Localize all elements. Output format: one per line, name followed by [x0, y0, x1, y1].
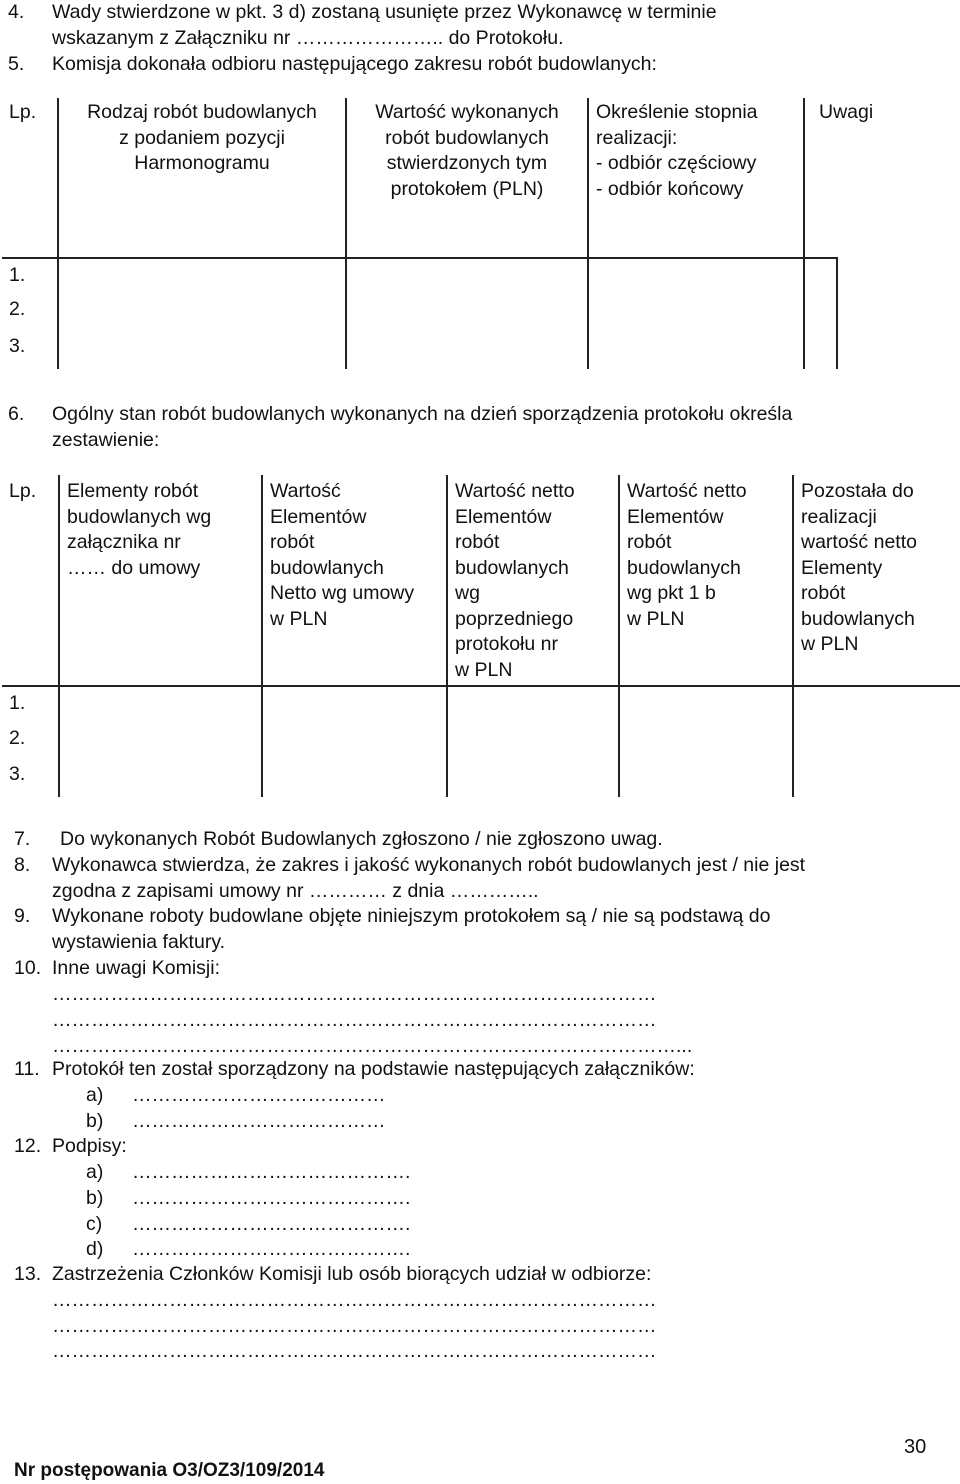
item-7-number: 7. [14, 828, 31, 850]
procurement-reference: Nr postępowania O3/OZ3/109/2014 [14, 1460, 325, 1481]
item-10-text: Inne uwagi Komisji: [52, 957, 220, 979]
item-11-sub-a-dots: ………………………………… [132, 1084, 386, 1106]
item-6-line1: Ogólny stan robót budowlanych wykonanych na dzień sporządzenia protokołu określa [52, 403, 793, 425]
progress-summary-table [2, 475, 960, 797]
item-9-line2: wystawienia faktury. [52, 931, 226, 953]
table-row [2, 258, 837, 295]
table-row [2, 295, 837, 332]
item-4-line2: wskazanym z Załączniku nr ………………….. do Protokołu. [52, 27, 564, 49]
item-9-number: 9. [14, 905, 31, 927]
item-13-number: 13. [14, 1263, 42, 1285]
item-13-dots-3: ………………………………………………………………………………… [52, 1340, 657, 1362]
item-12-number: 12. [14, 1135, 42, 1157]
item-13-dots-2: ………………………………………………………………………………… [52, 1315, 657, 1337]
table1-row-2-lp: 2. [2, 295, 58, 332]
item-13-text: Zastrzeżenia Członków Komisji lub osób biorących udział w odbiorze: [52, 1263, 652, 1285]
item-13-dots-1: ………………………………………………………………………………… [52, 1289, 657, 1311]
item-10-dots-1: ………………………………………………………………………………… [52, 983, 657, 1005]
signature-line-d: ……………………………………. [132, 1238, 411, 1260]
signature-line-a: ……………………………………. [132, 1161, 411, 1183]
table2-header-contract-value: Wartość Elementów robót budowlanych Netto wg umowy w PLN [262, 475, 447, 686]
table2-header-previous-value: Wartość netto Elementów robót budowlanych wg poprzedniego protokołu nr w PLN [447, 475, 619, 686]
table2-header-lp: Lp. [2, 475, 59, 686]
table1-row-3-lp: 3. [2, 332, 58, 369]
table1-header-work-type: Rodzaj robót budowlanych z podaniem pozycji Harmonogramu [58, 98, 346, 258]
item-12-sub-a-label: a) [86, 1161, 104, 1183]
item-4-line1: Wady stwierdzone w pkt. 3 d) zostaną usunięte przez Wykonawcę w terminie [52, 1, 717, 23]
work-scope-table [2, 98, 874, 369]
item-9-line1: Wykonane roboty budowlane objęte niniejszym protokołem są / nie są podstawą do [52, 905, 771, 927]
table1-header-value: Wartość wykonanych robót budowlanych stwierdzonych tym protokołem (PLN) [346, 98, 588, 258]
table2-row-2-lp: 2. [2, 722, 59, 758]
table-row [2, 332, 837, 369]
item-6-line2: zestawienie: [52, 429, 160, 451]
item-10-number: 10. [14, 957, 42, 979]
table-row [2, 722, 960, 758]
table2-header-current-value: Wartość netto Elementów robót budowlanych wg pkt 1 b w PLN [619, 475, 793, 686]
item-11-sub-b-label: b) [86, 1110, 104, 1132]
signature-line-b: ……………………………………. [132, 1187, 411, 1209]
table2-header-elements: Elementy robót budowlanych wg załącznika nr …… do umowy [59, 475, 262, 686]
table2-row-1-lp: 1. [2, 686, 59, 722]
item-7-text: Do wykonanych Robót Budowlanych zgłoszono / nie zgłoszono uwag. [60, 828, 663, 850]
item-11-sub-b-dots: ………………………………… [132, 1110, 386, 1132]
page-number: 30 [904, 1436, 927, 1458]
item-12-sub-d-label: d) [86, 1238, 104, 1260]
item-8-number: 8. [14, 854, 31, 876]
item-5-text: Komisja dokonała odbioru następującego zakresu robót budowlanych: [52, 53, 657, 75]
item-12-text: Podpisy: [52, 1135, 127, 1157]
item-10-dots-2: ………………………………………………………………………………… [52, 1009, 657, 1031]
item-11-number: 11. [14, 1058, 40, 1080]
item-11-sub-a-label: a) [86, 1084, 104, 1106]
item-12-sub-c-label: c) [86, 1213, 103, 1235]
signature-line-c: ……………………………………. [132, 1213, 411, 1235]
table1-header-remarks: Uwagi [804, 98, 837, 258]
table1-header-stage: Określenie stopnia realizacji: - odbiór częściowy - odbiór końcowy [588, 98, 804, 258]
table2-row-3-lp: 3. [2, 758, 59, 797]
item-8-line1: Wykonawca stwierdza, że zakres i jakość wykonanych robót budowlanych jest / nie jest [52, 854, 806, 876]
item-5-number: 5. [8, 53, 25, 75]
table1-row-1-lp: 1. [2, 258, 58, 295]
table2-header-remaining-value: Pozostała do realizacji wartość netto Elementy robót budowlanych w PLN [793, 475, 960, 686]
table-row [2, 758, 960, 797]
item-11-text: Protokół ten został sporządzony na podstawie następujących załączników: [52, 1058, 695, 1080]
table-row [2, 686, 960, 722]
item-4-number: 4. [8, 1, 25, 23]
item-8-line2: zgodna z zapisami umowy nr ………… z dnia ………….. [52, 880, 539, 902]
table1-header-lp: Lp. [2, 98, 58, 258]
item-12-sub-b-label: b) [86, 1187, 104, 1209]
item-6-number: 6. [8, 403, 25, 425]
item-10-dots-3: ……………………………………………………………………………………... [52, 1035, 693, 1057]
